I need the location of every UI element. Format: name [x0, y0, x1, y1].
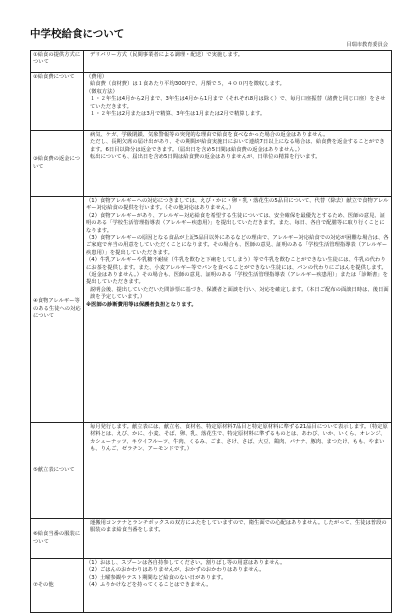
- paragraph: ただし、長期欠席の届け出があり、その期間が給食実施日において連続7日以上になる場合は、給食費を返金することができます。6日目以降分は返金できます。（届出日を含め5日間は給食費の返金はありません。）: [90, 139, 385, 153]
- table-row: [31, 197, 392, 423]
- table-row: [31, 51, 392, 73]
- row-heading: ④食物アレルギー等のある生徒への対応について: [31, 197, 84, 423]
- paragraph: 病気、ケガ、学級閉鎖、気象警報等の突発的な理由で給食を食べなかった場合の返金はありません。: [90, 132, 329, 138]
- paragraph: （4）牛乳アレルギーや乳糖不耐症（牛乳を飲むと下痢をしてしまう）等で牛乳を飲むことができない生徒には、牛乳の代わりにお茶を提供します。また、小麦アレルギー等でパンを食べることができない生徒には、パンの代わりにごはんを提供します。（返金はありません。）その場合も、医師の意見、証明のある「学校生活管理指導表（アレルギー疾患用）」または「診断書」を提出していただきます。: [86, 257, 388, 286]
- lunch-info-table: [30, 50, 392, 613]
- row-heading: ③給食費の返金について: [31, 131, 84, 197]
- row-heading: ①給食の提供方式について: [31, 51, 84, 73]
- table-row: [31, 73, 392, 131]
- row-heading: ②給食費について: [31, 73, 84, 131]
- paragraph: （1）食物アレルギーへの対応につきましては、えび・かに・卵・乳・落花生の5品目について、代替（除去）献立で食物アレルギー対応給食の提供を行います。（その他対応はありません。）: [86, 198, 389, 212]
- paragraph: （2）食物アレルギーがあり、アレルギー対応給食を希望する生徒については、安全確保を最優先とするため、医師の意見、証明のある「学校生活管理指導表（アレルギー疾患用）」を提出していただきます。また、毎日、各自で配膳等に取り行くことになります。: [86, 212, 385, 234]
- row-content: [84, 519, 392, 559]
- paragraph: （1）おはし、スプーンは各自持参してください。割りばし等の用意はありません。: [86, 560, 286, 566]
- issuer-name: 目瑞市教育委員会: [346, 42, 388, 48]
- paragraph: 説明会後、提出していただいた問診票に基づき、保護者と面談を行い、対応を確定します。（本日ご配布の面談日時は、後日面談を予定しています。）: [90, 286, 389, 301]
- paragraph: 給食費（食材費）は１食あたり平均300円で、月額で５，４００円を徴収します。: [90, 81, 285, 88]
- table-row: [31, 131, 392, 197]
- table-row: [31, 423, 392, 519]
- row-content: [84, 559, 392, 613]
- paragraph: （2）ごはんのおかわりはありませんが、おかずのおかわりはありません。: [86, 567, 265, 574]
- paragraph: （徴収方法）: [86, 88, 118, 95]
- page-title: 中学校給食について: [30, 28, 125, 40]
- paragraph: （3）食物アレルギーの原因となる食品が上記5品目以外にあるなどの理由で、アレルギー対応給食での対応が困難な場合は、各ご家庭で弁当の用意をしていただくことになります。その場合も、医師の意見、証明のある「学校生活管理指導表（アレルギー疾患用）」を提出していただきます。: [86, 235, 389, 256]
- table-row: [31, 519, 392, 559]
- paragraph: （3）土曜参観やテスト期間など給食のない日があります。: [86, 574, 227, 581]
- paragraph: １・２年生は2月または3月で精算、3年生は1月または2月で精算します。: [90, 111, 266, 118]
- paragraph: １・２年生は4月から2月まで、3年生は4月から1月まで（それぞれ8月は除く）で、毎月口座振替（諸費と同じ口座）をさせていただきます。: [90, 96, 386, 110]
- row-content: [84, 51, 392, 73]
- row-content: [84, 131, 392, 197]
- row-heading: ⑦その他: [31, 559, 84, 613]
- paragraph: 運搬用コンテナとランチボックスの双方にふたをしていますので、衛生面での心配はありません。したがって、生徒は普段の服装のまま給食当番をします。: [90, 520, 387, 534]
- row-content: [84, 423, 392, 519]
- row-content: [84, 197, 392, 423]
- paragraph: （4）ふりかけなどを持ってくることはできません。: [86, 582, 212, 589]
- paragraph: 毎月発行します。献立表には、献立名、食材名、特定原材料7品目と特定原材料に準ずる21品目について表示します。（特定原材料とは、えび、かに、小麦、そば、卵、乳、落花生で、特定原材料に準ずるものとは、あわび、いか、いくら、オレンジ、カシューナッツ、キウイフルーツ、牛肉、くるみ、ごま、さけ、さば、大豆、鶏肉、バナナ、豚肉、まつたけ、もも、やまいも、りんご、ゼラチン、アーモンドです。）: [90, 424, 388, 453]
- paragraph: （費用）: [86, 74, 108, 80]
- row-heading: ⑥給食当番の服装について: [31, 519, 84, 559]
- paragraph: 転出についても、届出日を含め5日間は給食費の返金はありませんが、日単位の精算を行います。: [90, 154, 321, 161]
- paragraph: ※医師の診断費用等は保護者負担となります。: [86, 301, 197, 308]
- row-content: [84, 73, 392, 131]
- row-heading: ⑤献立表について: [31, 423, 84, 519]
- table-row: [31, 559, 392, 613]
- paragraph: デリバリー方式（民間事業者による調理・配送）で実施します。: [90, 52, 244, 58]
